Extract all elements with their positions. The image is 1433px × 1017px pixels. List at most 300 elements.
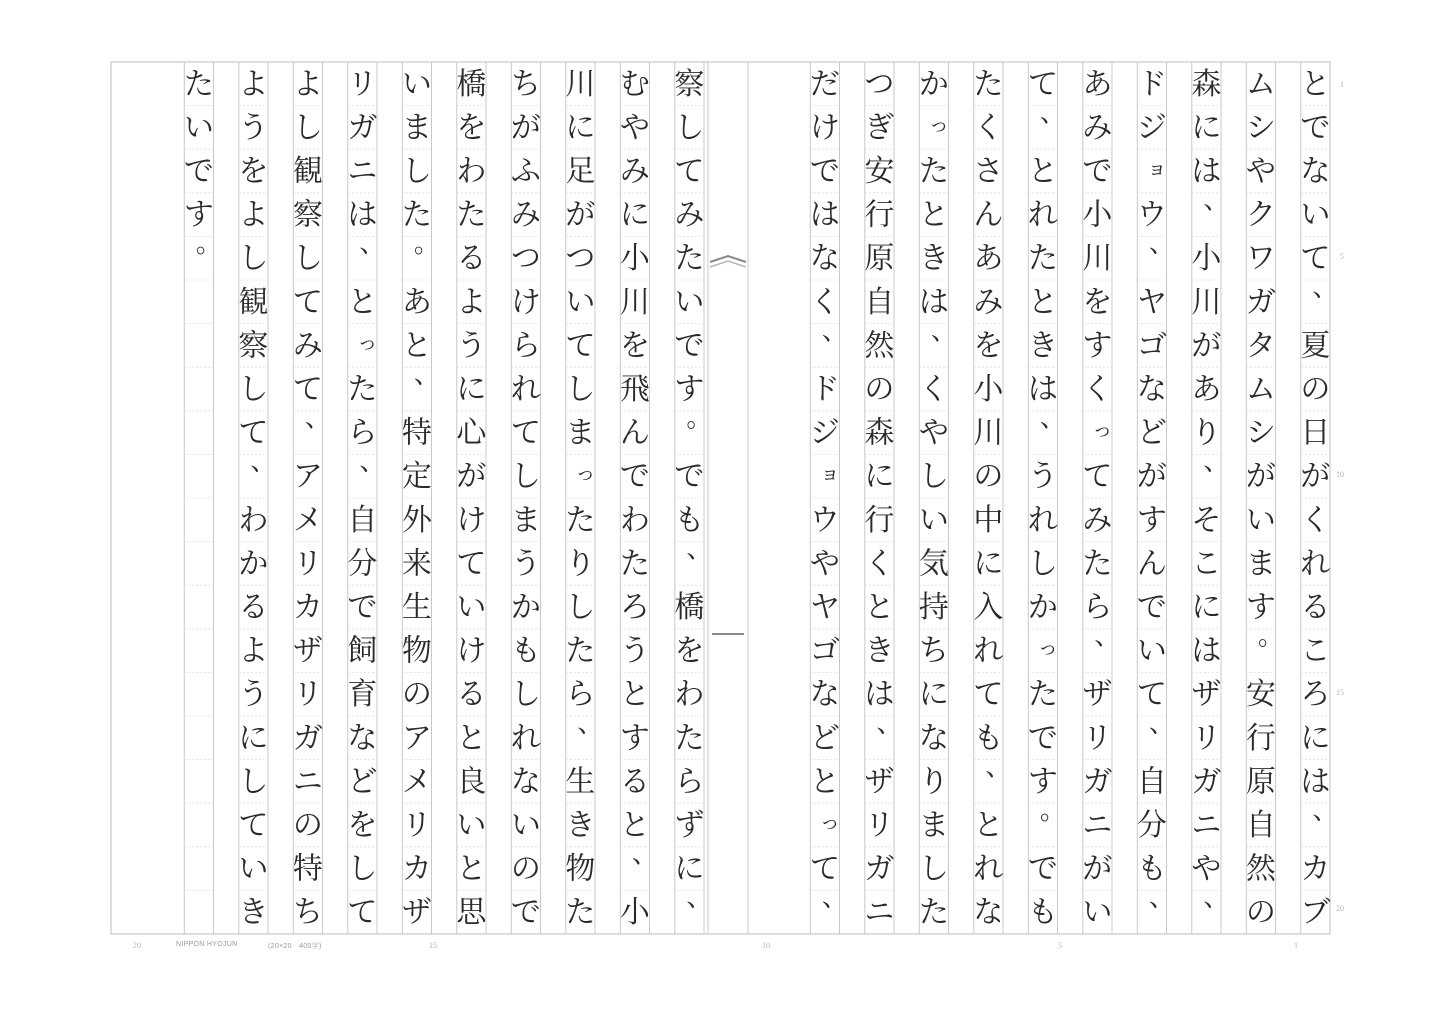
essay-char: ニ [1191, 808, 1222, 843]
essay-char: 生 [565, 764, 596, 800]
essay-char: す [1027, 764, 1058, 800]
essay-char: タ [1245, 328, 1276, 364]
essay-char: な [1136, 372, 1167, 407]
essay-char: た [1027, 241, 1058, 277]
essay-char: す [619, 720, 650, 756]
essay-char: カ [1300, 851, 1331, 887]
essay-char: 察 [238, 328, 269, 364]
essay-char: き [565, 808, 596, 843]
essay-char: て [674, 154, 705, 189]
essay-char: 橋 [456, 66, 487, 102]
essay-char: と [456, 720, 487, 756]
essay-char: リ [1191, 720, 1222, 756]
essay-char: の [401, 677, 432, 713]
essay-char: で [1136, 590, 1167, 625]
essay-char: し [565, 372, 596, 407]
essay-char: 森 [1191, 66, 1222, 102]
essay-char: ニ [1082, 808, 1113, 843]
essay-char: と [809, 764, 840, 800]
essay-char: リ [864, 808, 895, 843]
essay-char: は [809, 197, 840, 233]
essay-char: 行 [864, 197, 895, 233]
essay-char: 川 [619, 284, 650, 320]
essay-char: と [619, 808, 650, 843]
essay-char: 察 [674, 66, 705, 102]
essay-char: 自 [864, 284, 895, 320]
essay-char: と [918, 197, 949, 233]
essay-char: 安 [864, 154, 895, 189]
essay-char: に [918, 677, 949, 713]
essay-char: ゴ [809, 633, 840, 669]
essay-char: た [918, 895, 949, 931]
essay-char: 特 [401, 415, 432, 451]
essay-char: 、 [1312, 272, 1339, 303]
essay-char: 行 [1245, 720, 1276, 756]
essay-char: 、 [821, 883, 848, 914]
essay-char: ド [809, 372, 840, 407]
essay-char: ワ [1245, 241, 1276, 277]
essay-char: は [864, 677, 895, 713]
essay-char: な [1300, 154, 1331, 189]
essay-char: も [1027, 895, 1058, 931]
side-number-10: 10 [1336, 470, 1344, 479]
essay-char: い [1082, 895, 1113, 931]
essay-char: ど [1136, 415, 1167, 451]
essay-char: う [619, 633, 650, 669]
essay-char: わ [456, 154, 487, 189]
essay-char: た [456, 197, 487, 233]
essay-char: 、 [1148, 229, 1175, 260]
essay-char: わ [674, 677, 705, 713]
essay-char: 、 [250, 447, 277, 478]
essay-char: ョ [1146, 156, 1167, 180]
essay-char: う [238, 677, 269, 713]
essay-char: 持 [918, 590, 949, 625]
essay-char: て [1136, 677, 1167, 713]
essay-char: く [809, 284, 840, 320]
essay-char: か [238, 546, 269, 582]
essay-char: 足 [565, 154, 596, 189]
essay-char: け [456, 502, 487, 538]
essay-char: ら [674, 764, 705, 800]
essay-char: る [456, 677, 487, 713]
essay-char: と [973, 808, 1004, 843]
essay-char: も [1136, 851, 1167, 887]
essay-char: ゴ [1136, 328, 1167, 364]
essay-char: ガ [292, 720, 323, 756]
essay-char: 原 [864, 241, 895, 277]
essay-char: シ [1245, 110, 1276, 146]
essay-char: ん [1136, 546, 1167, 582]
essay-char: て [1300, 241, 1331, 277]
essay-char: ヤ [1136, 284, 1167, 320]
essay-char: 外 [401, 502, 432, 538]
essay-char: く [918, 372, 949, 407]
essay-char: っ [1037, 635, 1058, 660]
essay-char: に [864, 459, 895, 495]
essay-char: ム [1245, 372, 1276, 407]
essay-char: ブ [1300, 895, 1331, 931]
essay-char: ニ [347, 154, 378, 189]
essay-char: う [238, 110, 269, 146]
essay-char: し [918, 459, 949, 495]
essay-char: 、 [1148, 708, 1175, 739]
essay-char: た [347, 372, 378, 407]
essay-char: き [918, 241, 949, 277]
essay-char: と [864, 590, 895, 625]
essay-char: 、 [1312, 796, 1339, 826]
essay-char: ら [510, 328, 541, 364]
essay-char: 川 [565, 66, 596, 102]
essay-char: カ [401, 851, 432, 887]
essay-char: た [1027, 677, 1058, 713]
essay-char: 入 [973, 590, 1004, 625]
essay-char: ど [809, 720, 840, 756]
essay-char: 原 [1245, 764, 1276, 800]
essay-char: ら [347, 415, 378, 451]
essay-char: る [238, 590, 269, 625]
essay-char: リ [347, 66, 378, 102]
essay-char: 川 [1082, 241, 1113, 277]
side-number-5: 5 [1340, 252, 1344, 261]
bottom-number-10: 10 [762, 941, 770, 950]
essay-char: っ [357, 330, 378, 355]
essay-char: ま [510, 502, 541, 538]
essay-char: た [619, 546, 650, 582]
essay-char: ニ [864, 895, 895, 931]
essay-char: い [183, 110, 214, 146]
essay-char: 分 [347, 546, 378, 582]
essay-char: し [238, 764, 269, 800]
essay-char: 。 [195, 229, 222, 260]
essay-char: た [674, 241, 705, 277]
essay-char: も [973, 720, 1004, 756]
essay-char: く [1300, 502, 1331, 538]
essay-char: む [619, 66, 650, 102]
essay-char: に [1191, 590, 1222, 625]
bottom-number-20: 20 [133, 941, 141, 950]
essay-char: く [973, 110, 1004, 146]
essay-char: み [510, 197, 541, 233]
essay-char: で [619, 459, 650, 495]
essay-char: 心 [456, 415, 487, 451]
essay-char: ザ [864, 764, 895, 800]
essay-char: し [510, 459, 541, 495]
essay-char: リ [1082, 720, 1113, 756]
essay-char: わ [238, 502, 269, 538]
essay-char: い [456, 808, 487, 843]
essay-char: み [292, 328, 323, 364]
essay-char: や [918, 415, 949, 451]
essay-char: ガ [864, 851, 895, 887]
essay-char: は [918, 284, 949, 320]
essay-char: て [238, 415, 269, 451]
essay-char: ち [292, 895, 323, 931]
essay-char: る [456, 241, 487, 277]
essay-char: を [1082, 284, 1113, 320]
essay-char: ま [565, 415, 596, 451]
essay-char: っ [1092, 417, 1113, 442]
essay-char: は [1300, 764, 1331, 800]
essay-char: 、 [359, 447, 386, 478]
essay-char: ク [1245, 197, 1276, 233]
essay-char: 川 [1191, 284, 1222, 320]
essay-char: ま [1245, 546, 1276, 582]
essay-char: か [918, 66, 949, 102]
essay-char: す [674, 372, 705, 407]
essay-char: の [973, 459, 1004, 495]
essay-char: ザ [1191, 677, 1222, 713]
essay-char: で [674, 459, 705, 495]
essay-char: 定 [401, 459, 432, 495]
essay-char: で [510, 895, 541, 931]
essay-char: ん [973, 197, 1004, 233]
essay-char: て [238, 808, 269, 843]
essay-char: し [238, 372, 269, 407]
essay-char: れ [510, 720, 541, 756]
essay-char: す [183, 197, 214, 233]
essay-char: れ [1027, 502, 1058, 538]
essay-char: き [238, 895, 269, 931]
essay-char: ザ [1082, 677, 1113, 713]
essay-char: 自 [1136, 764, 1167, 800]
essay-char: な [809, 677, 840, 713]
essay-char: な [973, 895, 1004, 931]
essay-char: ろ [619, 590, 650, 625]
essay-char: と [1300, 66, 1331, 102]
essay-char: も [510, 633, 541, 669]
essay-char: ア [292, 459, 323, 495]
essay-char: っ [575, 461, 596, 486]
essay-char: う [456, 328, 487, 364]
grid-lines [111, 62, 1330, 934]
side-number-20: 20 [1336, 904, 1344, 913]
essay-char: 物 [401, 633, 432, 669]
essay-char: 、 [413, 360, 440, 390]
essay-char: き [864, 633, 895, 669]
essay-char: メ [401, 764, 432, 800]
essay-char: し [510, 677, 541, 713]
essay-char: み [1082, 110, 1113, 146]
essay-char: よ [292, 66, 323, 102]
essay-char: 、 [631, 839, 658, 870]
essay-char: み [1082, 502, 1113, 538]
essay-char: こ [1191, 546, 1222, 582]
essay-char: や [1191, 851, 1222, 887]
essay-char: を [238, 154, 269, 189]
essay-char: に [456, 372, 487, 407]
essay-char: あ [973, 241, 1004, 277]
essay-char: で [809, 154, 840, 189]
essay-char: に [674, 851, 705, 887]
essay-char: ガ [347, 110, 378, 146]
essay-char: と [456, 851, 487, 887]
essay-char: た [1082, 546, 1113, 582]
essay-char: と [401, 328, 432, 364]
essay-char: 、 [1203, 185, 1230, 216]
essay-char: 自 [1245, 808, 1276, 843]
essay-char: を [619, 328, 650, 364]
essay-char: 物 [565, 851, 596, 887]
essay-char: ジ [809, 415, 840, 451]
side-number-1: 1 [1340, 80, 1344, 89]
essay-char: 。 [1257, 621, 1284, 652]
essay-char: ア [401, 720, 432, 756]
essay-char: け [456, 633, 487, 669]
essay-char: し [238, 241, 269, 277]
essay-char: と [1027, 284, 1058, 320]
essay-char: の [1300, 372, 1331, 407]
handwritten-essay [184, 67, 1339, 930]
essay-char: け [809, 110, 840, 146]
essay-char: よ [456, 284, 487, 320]
essay-char: ろ [1300, 677, 1331, 713]
essay-char: の [864, 372, 895, 407]
essay-char: が [1191, 328, 1222, 364]
essay-char: い [674, 284, 705, 320]
essay-char: て [809, 851, 840, 887]
essay-char: 森 [864, 415, 895, 451]
essay-char: 、 [1094, 621, 1121, 652]
essay-char: た [918, 154, 949, 189]
essay-char: で [1027, 720, 1058, 756]
essay-char: す [1082, 328, 1113, 364]
essay-char: い [1245, 502, 1276, 538]
format-label: (20×20 400字) [268, 943, 322, 950]
essay-char: て [510, 415, 541, 451]
essay-char: に [973, 546, 1004, 582]
essay-char: が [456, 459, 487, 495]
essay-char: 飛 [619, 372, 650, 407]
essay-char: ガ [1245, 284, 1276, 320]
essay-char: 良 [456, 764, 487, 800]
essay-char: ふ [510, 154, 541, 189]
essay-char: 飼 [347, 633, 378, 669]
essay-char: れ [510, 372, 541, 407]
essay-char: 小 [973, 372, 1004, 407]
essay-char: を [456, 110, 487, 146]
essay-char: で [347, 590, 378, 625]
essay-char: し [347, 851, 378, 887]
essay-char: 、 [821, 316, 848, 347]
essay-char: ら [1082, 590, 1113, 625]
brand-label: NIPPON HYOJUN [176, 941, 238, 948]
essay-char: や [619, 110, 650, 146]
essay-char: で [1082, 154, 1113, 189]
essay-char: て [347, 895, 378, 931]
essay-char: し [674, 110, 705, 146]
essay-char: ず [674, 808, 705, 843]
essay-char: い [510, 808, 541, 843]
essay-char: い [401, 66, 432, 102]
bottom-number-15: 15 [429, 941, 437, 950]
essay-char: た [401, 197, 432, 233]
essay-char: み [674, 197, 705, 233]
essay-char: よ [238, 633, 269, 669]
essay-char: 、 [930, 316, 957, 347]
essay-char: れ [1027, 197, 1058, 233]
essay-char: が [510, 110, 541, 146]
essay-char: て [1082, 459, 1113, 495]
essay-char: 、 [985, 752, 1012, 783]
essay-char: 行 [864, 502, 895, 538]
binding-fold-mark [710, 261, 746, 267]
essay-char: と [619, 677, 650, 713]
essay-char: 然 [864, 328, 895, 364]
essay-char: り [918, 764, 949, 800]
essay-char: ヤ [809, 590, 840, 625]
essay-char: な [918, 720, 949, 756]
bottom-number-1: 1 [1294, 941, 1298, 950]
essay-char: と [1027, 154, 1058, 189]
essay-char: ま [918, 808, 949, 843]
essay-char: で [1027, 851, 1058, 887]
essay-char: が [1300, 459, 1331, 495]
essay-char: 来 [401, 546, 432, 582]
essay-char: ガ [1082, 764, 1113, 800]
essay-char: シ [1245, 415, 1276, 451]
essay-char: ド [1136, 66, 1167, 102]
essay-char: た [565, 633, 596, 669]
essay-char: 気 [918, 546, 949, 582]
essay-char: に [619, 197, 650, 233]
essay-char: う [1027, 459, 1058, 495]
essay-char: も [674, 502, 705, 538]
essay-char: や [809, 546, 840, 582]
essay-char: よ [238, 197, 269, 233]
essay-char: し [1027, 546, 1058, 582]
essay-char: ザ [401, 895, 432, 931]
essay-char: と [347, 284, 378, 320]
essay-char: ガ [1191, 764, 1222, 800]
essay-char: 自 [347, 502, 378, 538]
essay-char: を [973, 328, 1004, 364]
essay-char: い [238, 851, 269, 887]
essay-char: 小 [619, 895, 650, 931]
essay-char: 、 [1203, 883, 1230, 914]
essay-char: 、 [876, 708, 903, 739]
essay-char: は [1027, 372, 1058, 407]
essay-char: す [1245, 590, 1276, 625]
essay-char: か [1027, 590, 1058, 625]
essay-char: り [565, 546, 596, 582]
essay-char: て [292, 284, 323, 320]
essay-char: す [1136, 502, 1167, 538]
essay-char: ウ [1136, 197, 1167, 233]
essay-char: 育 [347, 677, 378, 713]
essay-char: ョ [819, 461, 840, 486]
essay-char: い [918, 502, 949, 538]
essay-char: て [292, 372, 323, 407]
essay-char: な [347, 720, 378, 756]
essay-char: 。 [413, 229, 440, 260]
essay-char: の [510, 851, 541, 887]
essay-char: 、 [577, 708, 604, 739]
essay-char: し [565, 590, 596, 625]
essay-char: く [864, 546, 895, 582]
essay-char: う [510, 546, 541, 582]
essay-char: に [1191, 110, 1222, 146]
essay-char: 、 [359, 229, 386, 260]
side-number-15: 15 [1336, 688, 1344, 697]
essay-char: カ [292, 590, 323, 625]
essay-char: 察 [292, 197, 323, 233]
essay-char: て [1027, 66, 1058, 102]
essay-char: な [809, 241, 840, 277]
essay-char: り [1191, 415, 1222, 451]
essay-char: に [238, 720, 269, 756]
essay-char: ニ [292, 764, 323, 800]
